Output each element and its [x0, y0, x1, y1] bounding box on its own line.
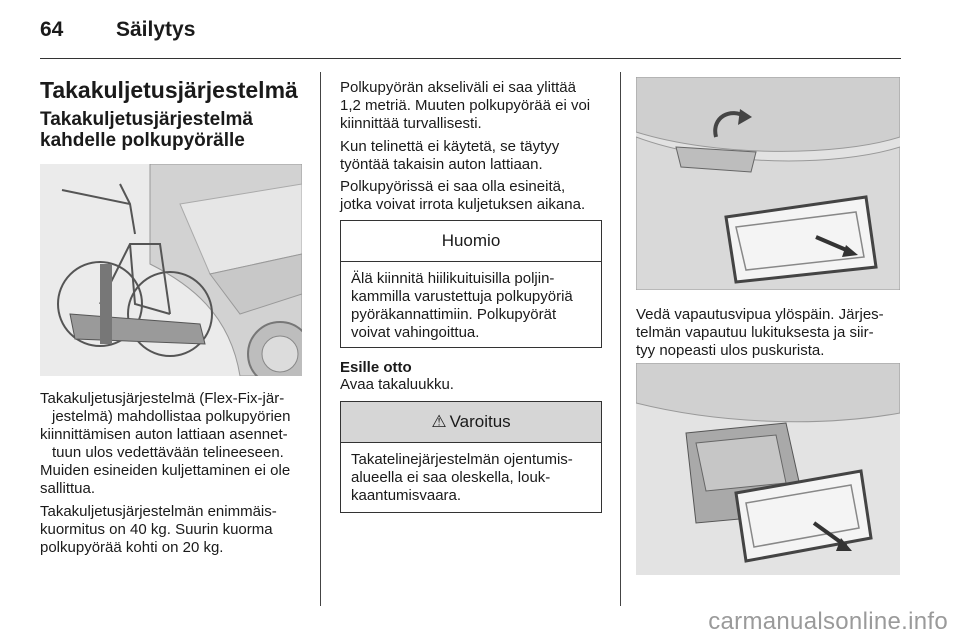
text-line: Kun telinettä ei käytetä, se täytyy — [340, 138, 560, 155]
storage-paragraph — [340, 138, 610, 174]
text-line: Älä kiinnitä hiilikuituisilla poljin- — [351, 270, 555, 287]
subheading — [40, 109, 305, 151]
warning-title: Varoitus — [449, 412, 511, 431]
text-line: tuun ulos vedettävään telineeseen. — [52, 444, 284, 461]
release-lever-illustration — [636, 77, 900, 290]
text-line: Takatelinejärjestelmän ojentumis- — [351, 451, 573, 468]
text-line: Polkupyörän akseliväli ei saa ylittää — [340, 79, 576, 96]
warning-header — [341, 402, 601, 443]
text-line: tyy nopeasti ulos puskurista. — [636, 342, 825, 359]
text-line: kammilla varustettuja polkupyöriä — [351, 288, 573, 305]
bike-carrier-illustration — [40, 164, 302, 376]
notice-title: Huomio — [341, 221, 601, 262]
text-line: pyöräkannattimiin. Polkupyörät — [351, 306, 557, 323]
watermark: carmanualsonline.info — [708, 608, 948, 635]
subheading-line-1: Takakuljetusjärjestelmä — [40, 109, 253, 130]
text-line: Vedä vapautusvipua ylöspäin. Järjes- — [636, 306, 884, 323]
column-divider-1 — [320, 72, 321, 606]
text-line: 1,2 metriä. Muuten polkupyörää ei voi — [340, 97, 591, 114]
page-number: 64 — [40, 18, 64, 41]
removal-text: Avaa takaluukku. — [340, 376, 454, 393]
text-line: polkupyörää kohti on 20 kg. — [40, 539, 224, 556]
intro-paragraph — [40, 390, 310, 498]
carrier-extended-drawing — [636, 363, 900, 575]
text-line: kiinnittämisen auton lattiaan asennet- — [40, 426, 288, 443]
text-line: jotka voivat irrota kuljetuksen aikana. — [340, 196, 586, 213]
removal-heading: Esille otto — [340, 359, 412, 376]
text-line: Polkupyörissä ei saa olla esineitä, — [340, 178, 566, 195]
release-lever-drawing — [636, 77, 900, 290]
loose-items-paragraph — [340, 178, 610, 214]
notice-body — [341, 262, 601, 350]
text-line: kuormitus on 40 kg. Suurin kuorma — [40, 521, 273, 538]
text-line: voivat vahingoittua. — [351, 324, 480, 341]
text-line: sallittua. — [40, 480, 96, 497]
text-line: Muiden esineiden kuljettaminen ei ole — [40, 462, 291, 479]
release-caption — [636, 306, 906, 360]
text-line: kiinnittää turvallisesti. — [340, 115, 482, 132]
text-line: Takakuljetusjärjestelmä (Flex-Fix-jär- — [40, 390, 285, 407]
text-line: alueella ei saa oleskella, louk- — [351, 469, 551, 486]
notice-box — [340, 220, 602, 348]
wheelbase-paragraph — [340, 79, 610, 133]
header-divider — [40, 58, 901, 59]
page-heading: Takakuljetusjärjestelmä — [40, 77, 298, 103]
subheading-line-2: kahdelle polkupyörälle — [40, 130, 245, 151]
section-title: Säilytys — [116, 18, 196, 41]
column-divider-2 — [620, 72, 621, 606]
warning-box — [340, 401, 602, 513]
bike-carrier-drawing — [40, 164, 302, 376]
text-line: jestelmä) mahdollistaa polkupyörien — [52, 408, 291, 425]
warning-triangle-icon: ⚠ — [431, 412, 447, 431]
text-line: kaantumisvaara. — [351, 487, 462, 504]
text-line: Takakuljetusjärjestelmän enimmäis- — [40, 503, 277, 520]
load-paragraph — [40, 503, 310, 557]
carrier-extended-illustration — [636, 363, 900, 575]
text-line: työntää takaisin auton lattiaan. — [340, 156, 543, 173]
text-line: telmän vapautuu lukituksesta ja siir- — [636, 324, 874, 341]
warning-body — [341, 443, 601, 513]
